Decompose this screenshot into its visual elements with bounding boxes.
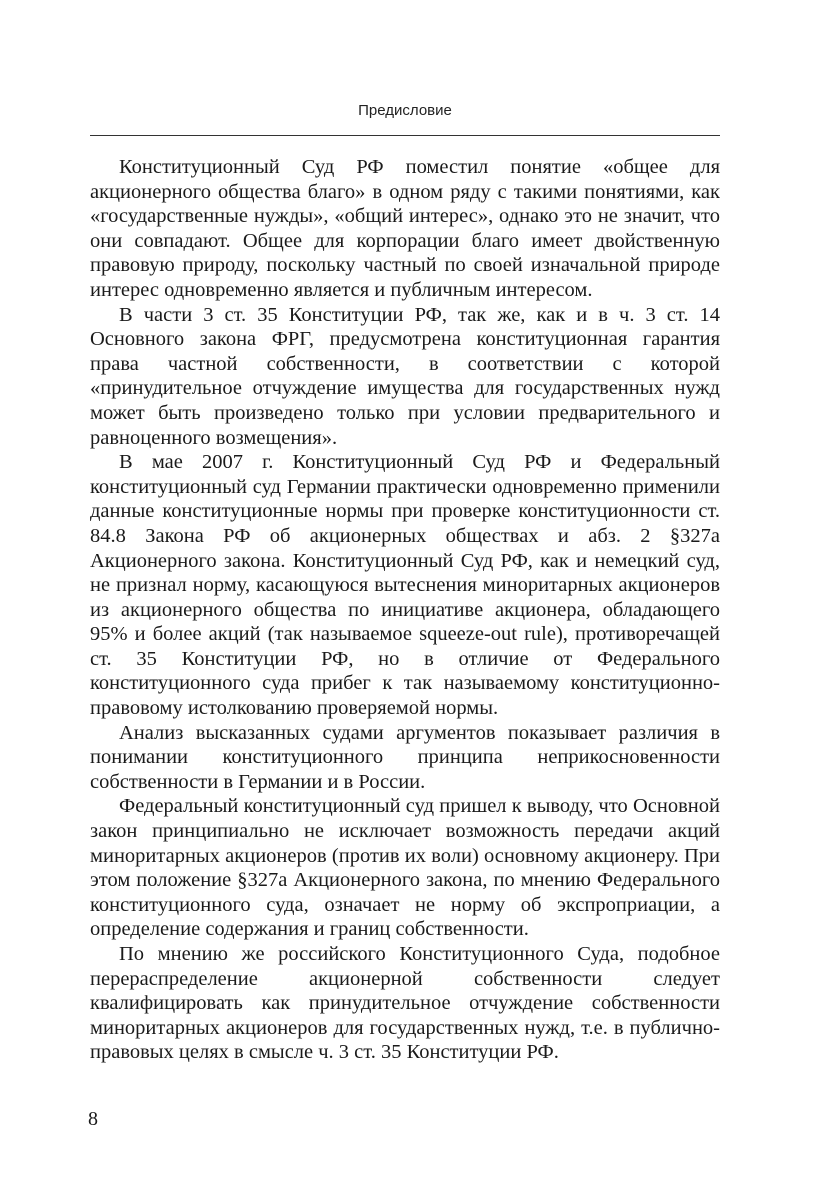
paragraph: По мнению же российского Конституционного Суда, подобное перераспределение акционерной собственности следует квалифицировать как принудительное отчуждение собственности миноритарных акционеров для государственных нужд, т.е. в публично-правовых целях в смысле ч. 3 ст. 35 Конституции РФ.: [90, 943, 720, 1064]
page-number: 8: [88, 1108, 98, 1130]
paragraph: Анализ высказанных судами аргументов показывает различия в понимании конституционного принципа неприкосновенности собственности в Германии и в России.: [90, 721, 720, 793]
running-title: Предисловие: [358, 102, 452, 119]
paragraph: Конституционный Суд РФ поместил понятие «общее для акционерного общества благо» в одном ряду с такими понятиями, как «государственные нужды», «общий интерес», однако это не значит, что они совпадают. Общее для корпорации благо имеет двойственную правовую природу, поскольку частный по своей изначальной природе интерес одновременно является и публичным интересом.: [90, 156, 720, 301]
paragraph: В мае 2007 г. Конституционный Суд РФ и Федеральный конституционный суд Германии практически одновременно применили данные конституционные нормы при проверке конституционности ст. 84.8 Закона РФ об акционерных обществах и абз. 2 §327a Акционерного закона. Конституционный Суд РФ, как и немецкий суд, не признал норму, касающуюся вытеснения миноритарных акционеров из акционерного общества по инициативе акционера, обладающего 95% и более акций (так называемое squeeze-out rule), противоречащей ст. 35 Конституции РФ, но в отличие от Федерального конституционного суда прибег к так называемому конституционно-правовому истолкованию проверяемой нормы.: [90, 451, 720, 720]
body-text: [90, 155, 720, 1065]
paragraph: В части 3 ст. 35 Конституции РФ, так же, как и в ч. 3 ст. 14 Основного закона ФРГ, предусмотрена конституционная гарантия права частной собственности, в соответствии с которой «принудительное отчуждение имущества для государственных нужд может быть произведено только при условии предварительного и равноценного возмещения».: [90, 303, 720, 449]
header-rule: [90, 135, 720, 136]
paragraph: Федеральный конституционный суд пришел к выводу, что Основной закон принципиально не исключает возможность передачи акций миноритарных акционеров (против их воли) основному акционеру. При этом положение §327a Акционерного закона, по мнению Федерального конституционного суда, означает не норму об экспроприации, а определение содержания и границ собственности.: [90, 795, 720, 941]
